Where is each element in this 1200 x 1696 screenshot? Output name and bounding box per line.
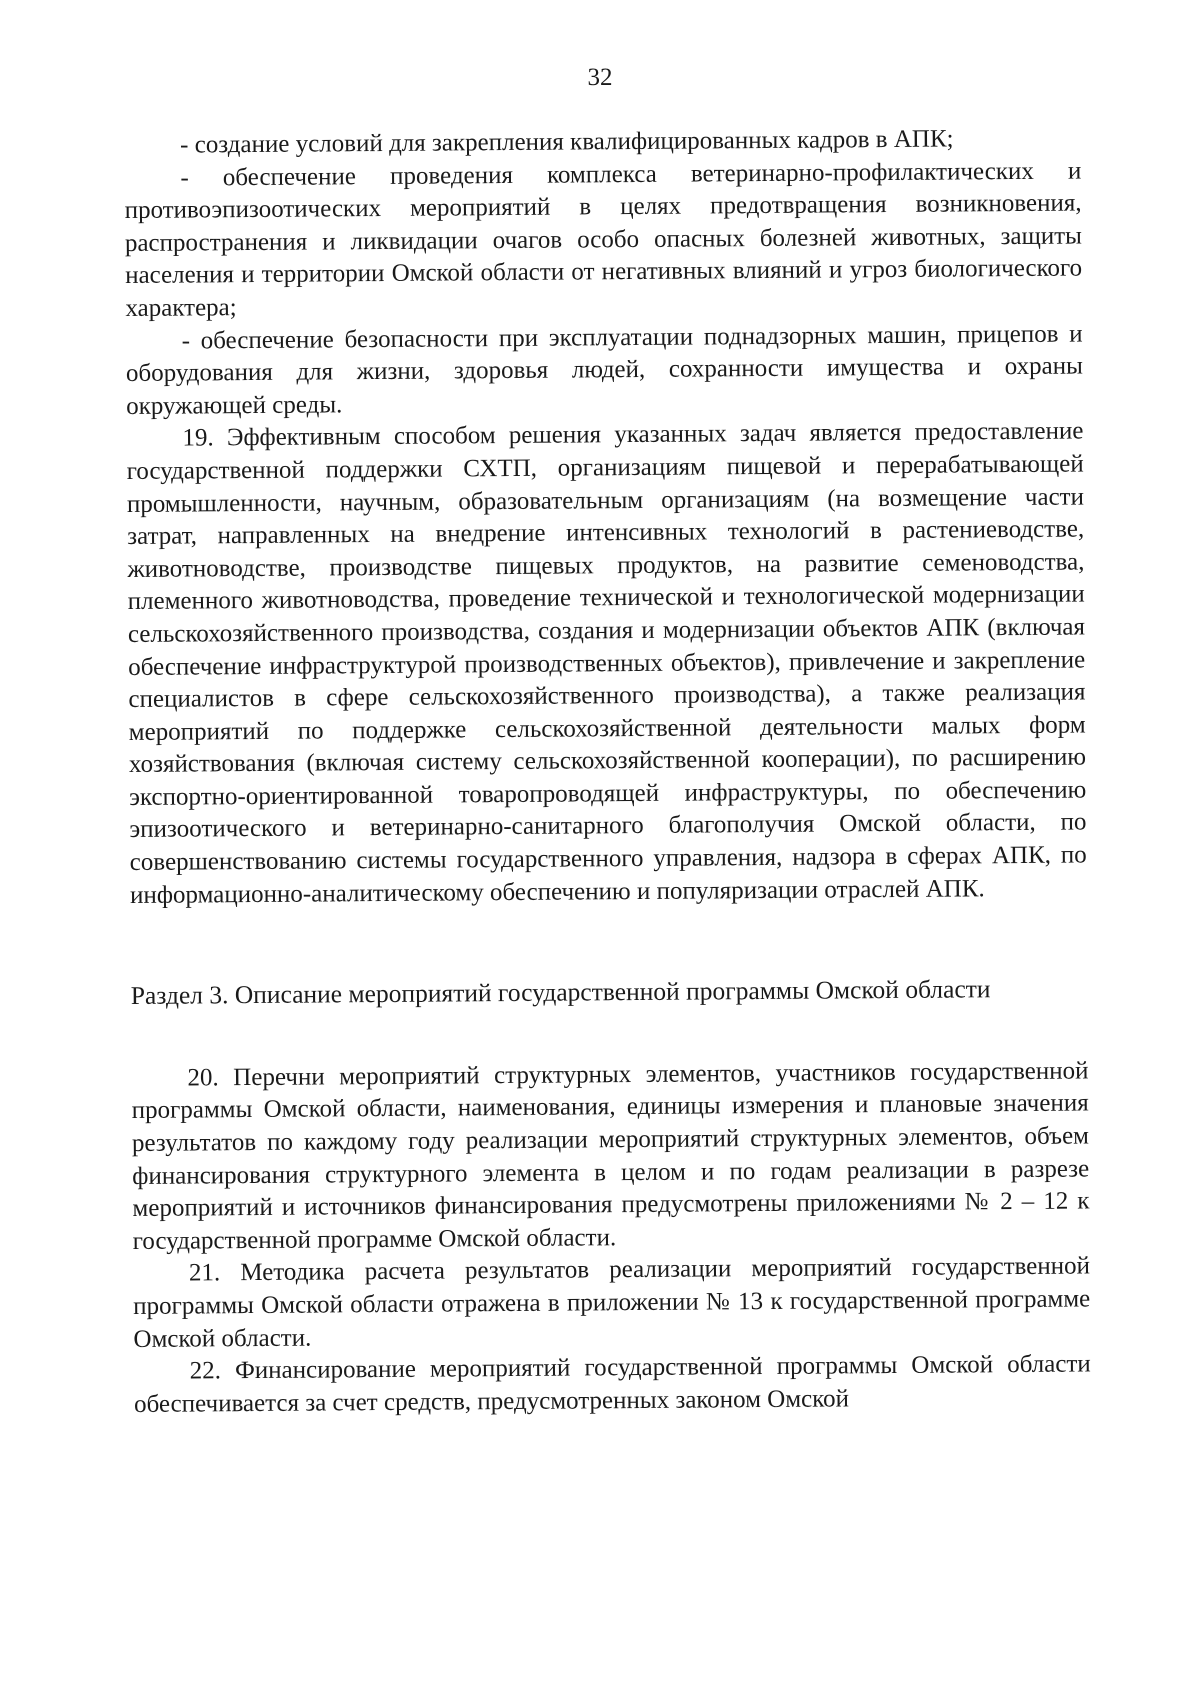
section-heading: Раздел 3. Описание мероприятий государственной программы Омской области xyxy=(130,974,991,1011)
document-body xyxy=(124,122,1091,1421)
paragraph-22: 22. Финансирование мероприятий государственной программы Омской области обеспечивается за счет средств, предусмотренных законом Омской xyxy=(133,1350,1091,1418)
page-number: 32 xyxy=(587,64,613,91)
paragraph-bullet-machinery-safety: - обеспечение безопасности при эксплуатации поднадзорных машин, прицепов и оборудования для жизни, здоровья людей, сохранности имущества и охраны окружающей среды. xyxy=(125,320,1083,420)
paragraph-bullet-personnel: - создание условий для закрепления квалифицированных кадров в АПК; xyxy=(180,125,954,159)
paragraph-19: 19. Эффективным способом решения указанных задач является предоставление государственной поддержки СХТП, организациям пищевой и перерабатывающей промышленности, научным, образовательным организациям (на возмещение части затрат, направленных на внедрение интенсивных технологий в растениеводстве, животноводстве, производстве пищевых продуктов, на развитие семеноводства, племенного животноводства, проведение технической и технологической модернизации сельскохозяйственного производства, создания и модернизации объектов АПК (включая обеспечение инфраструктурой производственных объектов), привлечение и закрепление специалистов в сфере сельскохозяйственного производства), а также реализация мероприятий по поддержке сельскохозяйственной деятельности малых форм хозяйствования (включая систему сельскохозяйственной кооперации), по расширению экспортно-ориентированной товаропроводящей инфраструктуры, по обеспечению эпизоотического и ветеринарно-санитарного благополучия Омской области, по совершенствованию системы государственного управления, надзора в сферах АПК, по информационно-аналитическому обеспечению и популяризации отраслей АПК. xyxy=(126,417,1087,909)
paragraph-21: 21. Методика расчета результатов реализации мероприятий государственной программы Омской области отражена в приложении № 13 к государственной программе Омской области. xyxy=(133,1252,1091,1353)
paragraph-20: 20. Перечни мероприятий структурных элементов, участников государственной программы Омской области, наименования, единицы измерения и плановые значения результатов по каждому году реализации мероприятий структурных элементов, объем финансирования структурного элемента в целом и по годам реализации в разрезе мероприятий и источников финансирования предусмотрены приложениями № 2 – 12 к государственной программе Омской области. xyxy=(131,1057,1090,1255)
paragraph-bullet-veterinary: - обеспечение проведения комплекса ветеринарно-профилактических и противоэпизоотических мероприятий в целях предотвращения возникновения, распространения и ликвидации очагов особо опасных болезней животных, защиты населения и территории Омской области от негативных влияний и угроз биологического характера; xyxy=(124,157,1083,322)
